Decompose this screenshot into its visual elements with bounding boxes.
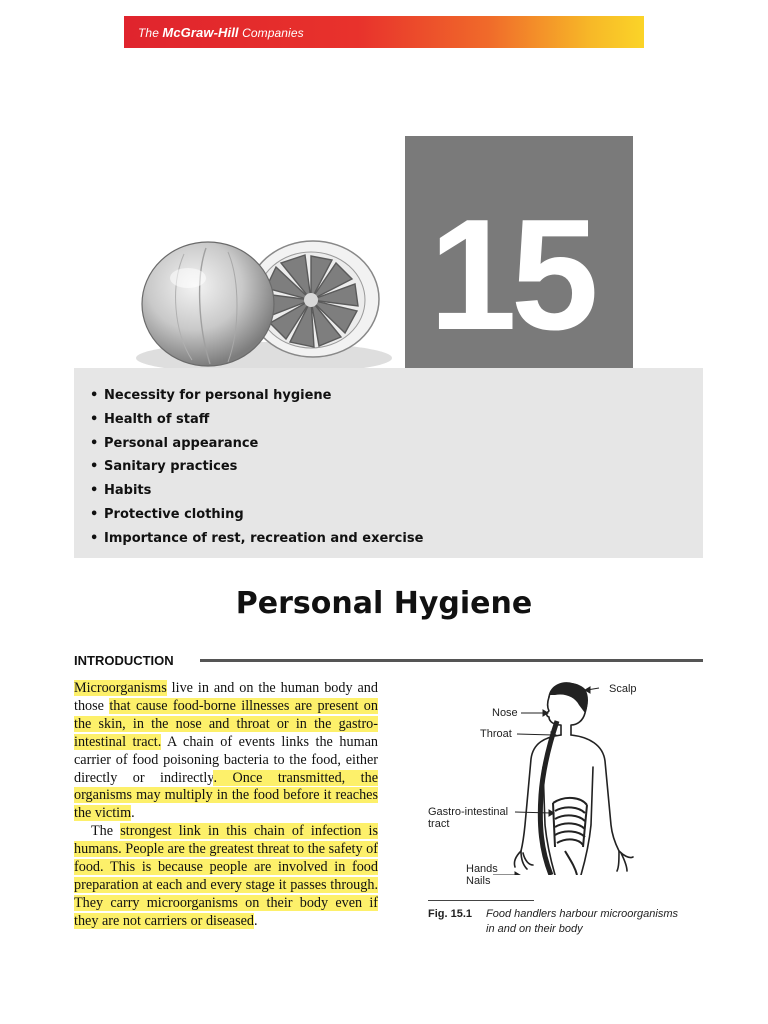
publisher-prefix: The xyxy=(138,26,159,40)
highlighted-text: strongest link in this chain of infection is humans. People are the greatest threat to the safety of food. This is because people are involved in food preparation at each and every stage it passes through. They carry microorganisms on their body even if they are not carriers or diseased xyxy=(74,823,379,929)
label-scalp: Scalp xyxy=(609,683,637,695)
body-text-run: The xyxy=(91,823,121,840)
topic-item: • Habits xyxy=(90,479,423,503)
chapter-topics-list xyxy=(90,384,423,551)
body-text-run: A chain of events links the human carrier of food poisoning bacteria to the food, either directly or indirectly xyxy=(74,733,378,786)
publisher-bar xyxy=(124,16,644,48)
body-text-run: live in and on the human body and those xyxy=(74,680,378,714)
label-gastro-intestinal: Gastro-intestinal xyxy=(428,806,509,818)
label-nose: Nose xyxy=(492,707,518,719)
publisher-brand: McGraw-Hill xyxy=(162,25,239,40)
human-body-diagram xyxy=(425,675,715,875)
citrus-fruit-illustration xyxy=(136,236,398,380)
highlighted-text: Microorganisms xyxy=(74,680,167,696)
highlighted-text: Once transmitted, the organisms may multiply in the food before it reaches the victim xyxy=(74,769,378,822)
label-throat: Throat xyxy=(480,728,512,740)
topic-item: • Personal appearance xyxy=(90,432,423,456)
section-heading: INTRODUCTION xyxy=(74,653,174,668)
chapter-title: Personal Hygiene xyxy=(235,586,533,621)
highlighted-text: that cause food-borne illnesses are present on the skin, in the nose and throat or in the gastro-intestinal tract. xyxy=(74,697,378,750)
label-tract: tract xyxy=(428,818,450,830)
figure-caption-rule xyxy=(428,900,534,901)
body-text xyxy=(74,680,378,931)
paragraph-2 xyxy=(74,823,378,930)
label-hands: Hands xyxy=(466,863,498,875)
body-text-run: . xyxy=(131,805,135,822)
topic-item: • Necessity for personal hygiene xyxy=(90,384,423,408)
chapter-number: 15 xyxy=(429,187,593,363)
chapter-number-block xyxy=(405,136,633,368)
figure-caption xyxy=(428,907,686,937)
paragraph-1 xyxy=(74,680,378,823)
publisher-logo xyxy=(138,25,304,40)
highlighted-text: . xyxy=(213,769,218,786)
topic-item: • Importance of rest, recreation and exercise xyxy=(90,527,423,551)
section-divider xyxy=(200,659,703,662)
topic-item: • Health of staff xyxy=(90,408,423,432)
topic-item: • Sanitary practices xyxy=(90,455,423,479)
publisher-suffix: Companies xyxy=(242,26,304,40)
figure-caption-text: Food handlers harbour microorganisms in and on their body xyxy=(486,908,678,935)
label-nails: Nails xyxy=(466,875,491,887)
chapter-topics-panel xyxy=(74,368,703,558)
body-text-run: . xyxy=(254,912,258,929)
figure-number: Fig. 15.1 xyxy=(428,908,473,920)
topic-item: • Protective clothing xyxy=(90,503,423,527)
